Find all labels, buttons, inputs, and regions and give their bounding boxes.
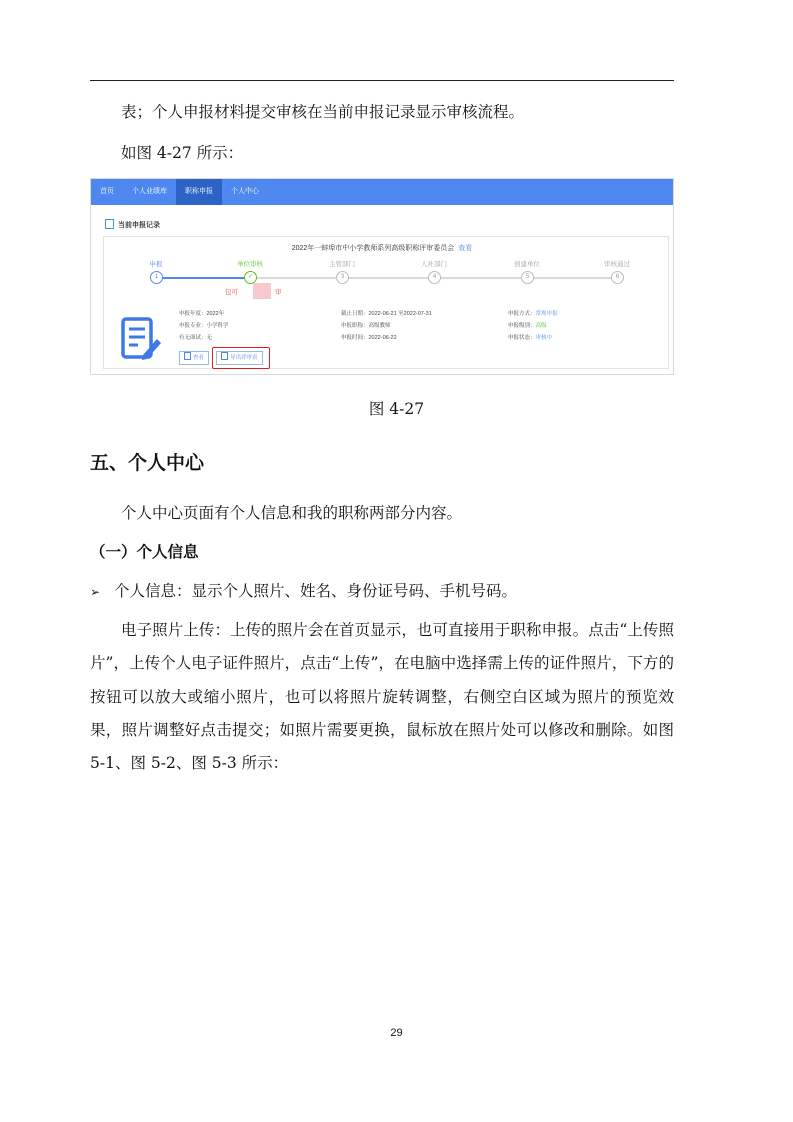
info-status	[508, 333, 552, 341]
top-nav	[91, 179, 673, 205]
step-label-5: 创建单位	[514, 261, 540, 268]
application-document-icon	[119, 317, 163, 361]
info-status-value: 审核中	[535, 335, 553, 341]
section-title-label: 当前申报记录	[118, 222, 160, 229]
applicant-name-prefix: 包可	[225, 289, 238, 296]
step-label-4: 人社部门	[421, 261, 447, 268]
info-deadline: 截止日期：2022-06-21 至2022-07-31	[341, 311, 432, 317]
info-apply-mode-value: 常规申报	[535, 311, 558, 317]
section-title	[105, 219, 160, 230]
step-label-3: 主管部门	[329, 261, 355, 268]
arrow-bullet-icon: ➢	[90, 585, 101, 599]
info-level-value: 高级	[535, 323, 547, 329]
step-circle-1: 1	[150, 271, 163, 284]
nav-item-home[interactable]: 首页	[100, 188, 114, 195]
view-button[interactable]	[179, 351, 209, 365]
step-circle-2: ✓	[244, 271, 257, 284]
step-circle-4: 4	[428, 271, 441, 284]
info-title: 申报职称：高级教师	[341, 323, 391, 329]
committee-line	[91, 243, 673, 253]
highlight-box	[212, 347, 270, 369]
page-number: 29	[390, 1027, 403, 1039]
info-apply-time: 申报时间：2022-06-22	[341, 335, 397, 341]
step-circle-6: 6	[611, 271, 624, 284]
info-apply-mode	[508, 309, 558, 317]
figure-screenshot	[90, 178, 674, 375]
info-interview: 有无面试：无	[179, 335, 213, 341]
export-button-label: 导出评审表	[230, 355, 258, 361]
redacted-name	[253, 283, 271, 299]
text-line-1: 表；个人申报材料提交审核在当前申报记录显示审核流程。	[121, 103, 525, 121]
info-major: 申报专业：小学科学	[179, 323, 229, 329]
committee-view-link[interactable]: 查看	[458, 245, 473, 252]
figure-caption: 图 4-27	[368, 400, 425, 418]
nav-item-performance[interactable]: 个人业绩库	[132, 188, 167, 195]
info-year: 申报年度：2022年	[179, 311, 225, 317]
step-circle-5: 5	[521, 271, 534, 284]
body-paragraph: 电子照片上传：上传的照片会在首页显示，也可直接用于职称申报。点击“上传照片”，上传个人电子证件照片，点击“上传”，在电脑中选择需上传的证件照片，下方的按钮可以放大或缩小照片，也可以将照片旋转调整，右侧空白区域为照片的预览效果，照片调整好点击提交；如照片需要更换，鼠标放在照片处可以修改和删除。如图 5-1、图 5-2、图 5-3 所示：	[90, 621, 674, 773]
document-icon	[105, 219, 114, 229]
text-line-2: 如图 4-27 所示：	[121, 144, 244, 162]
step-label-6: 审核通过	[604, 261, 630, 268]
bullet-text: 个人信息：显示个人照片、姓名、身份证号码、手机号码。	[114, 582, 518, 600]
nav-item-personal-center[interactable]: 个人中心	[231, 188, 259, 195]
info-level-label: 申报级别：	[508, 323, 536, 329]
info-status-label: 申报状态：	[508, 335, 536, 341]
info-level	[508, 321, 547, 329]
header-rule	[90, 80, 674, 81]
section-heading: 五、个人中心	[90, 452, 205, 474]
view-doc-icon	[184, 352, 191, 360]
applicant-name-suffix: 审	[275, 289, 282, 296]
bullet-item	[90, 579, 517, 601]
intro-paragraph: 个人中心页面有个人信息和我的职称两部分内容。	[121, 504, 463, 522]
info-apply-mode-label: 申报方式：	[508, 311, 536, 317]
subsection-heading: （一）个人信息	[90, 543, 199, 561]
step-line-done	[162, 277, 250, 279]
step-circle-3: 3	[336, 271, 349, 284]
committee-name: 2022年一蚌埠市中小学教师系列高级职称评审委员会	[291, 245, 455, 252]
step-label-2: 单位审核	[237, 261, 263, 268]
view-button-label: 查看	[193, 355, 205, 361]
nav-item-title-apply[interactable]: 职称申报	[176, 179, 222, 205]
step-label-1: 申报	[149, 261, 163, 268]
record-panel	[103, 236, 669, 369]
